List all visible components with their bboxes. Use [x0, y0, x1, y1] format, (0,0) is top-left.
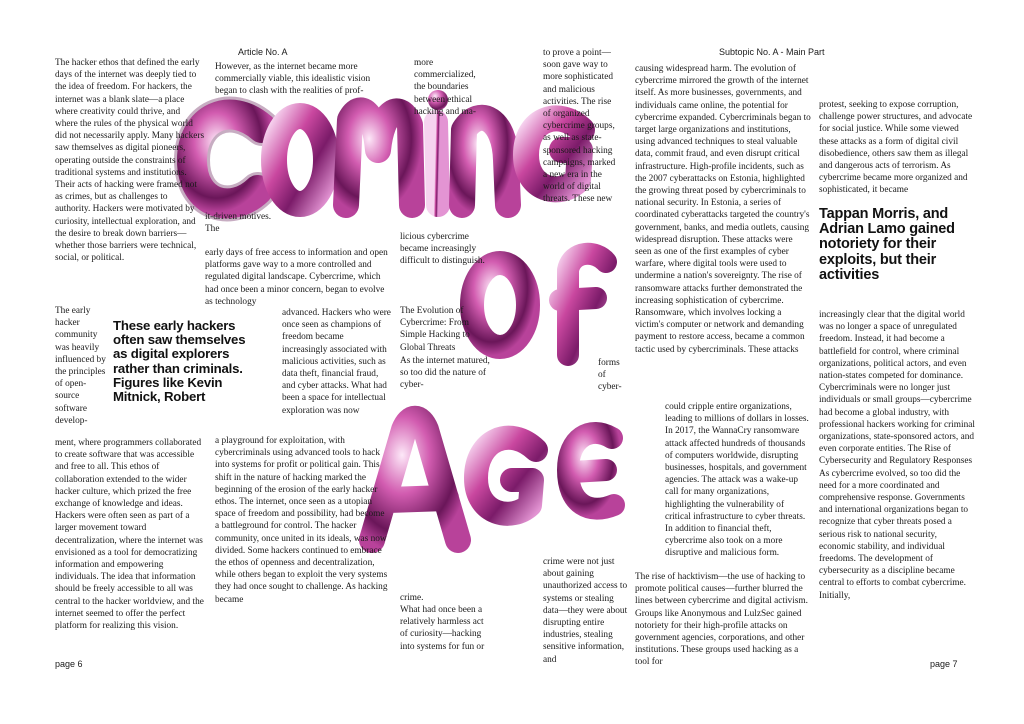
body-col1-bottom: ment, where programmers collaborated to create software that was accessible and free to all. This ethos of collaboration extended to the wider hacker culture, which prized the free exchange of knowledge and ideas. Hackers were often seen as part of a larger movement toward decentralization, where the internet was envisioned as a tool for democratizing information and empowering individuals. The idea that information should be freely accessible to all was central to the hacker worldview, and the internet seemed to offer the perfect platform for realizing this vision.	[55, 438, 204, 632]
body-col6-top: protest, seeking to expose corruption, challenge power structures, and advocate for social justice. While some viewed these attacks as a form of digital civil disobedience, others saw them as illegal and dangerous acts of terrorism. As cybercrime became more organized and sophisticated, it became	[819, 100, 973, 196]
body-col2-mid: early days of free access to information and open platforms gave way to a more controlled and regulated digital landscape. Cybercrime, which had once been a minor concern, began to evolve as technology	[205, 248, 388, 307]
article-label: Article No. A	[238, 47, 288, 57]
body-col5-bottom: The rise of hacktivism—the use of hacking to promote political causes—further blurred the lines between cybercrime and digital activism. Groups like Anonymous and LulzSec gained notoriety for their high-profile attacks on government agencies, corporations, and other institutions. These groups used hacking as a tool for	[635, 572, 808, 668]
body-col2-mid-first: it-driven motives. The	[205, 212, 272, 235]
letter-o-shape	[274, 116, 326, 204]
body-col3-crime: crime.	[400, 593, 424, 603]
page-number-right: page 7	[930, 659, 958, 669]
subtopic-label: Subtopic No. A - Main Part	[719, 47, 825, 57]
body-col2-bottom: a playground for exploitation, with cybercriminals using advanced tools to hack into systems for profit or political gain. This shift in the nature of hacking marked the beginning of the erosion of the early hacker ethos. The internet, once seen as a utopian space of freedom and possibility, had become a battleground for control. The hacker community, once united in its ideals, was now divided. Some hackers continued to embrace the ethos of openness and decentralization, while others began to exploit the very systems they had once sought to challenge. As hacking became	[215, 436, 388, 605]
body-col6-bottom: increasingly clear that the digital world was no longer a space of unregulated freedom. Instead, it had become a battlefield for control, where criminal organizations, political actors, and even nation-states competed for dominance. Cybercriminals were no longer just individuals or small groups—cybercrime had become a global industry, with professional hackers working for criminal organizations, state-sponsored actors, and even corporate entities. The Rise of Cybersecurity and Regulatory Responses As cybercrime evolved, so too did the need for a more coordinated and comprehensive response. Governments and international organizations began to recognize that cyber threats posed a serious risk to national security, economic stability, and individual freedoms. The development of cybersecurity as a discipline became central to efforts to combat cybercrime. Initially,	[819, 310, 975, 601]
letter-i-shape	[436, 122, 438, 205]
pullquote-left: These early hackers often saw themselves as digital explorers rather than criminals. Figures like Kevin Mitnick, Robert	[113, 318, 246, 405]
body-col5-mid: could cripple entire organizations, leading to millions of dollars in losses. In 2017, the WannaCry ransomware attack affected hundreds of thousands of computers worldwide, disrupting businesses, hospitals, and government agencies. The attack was a wake-up call for many organizations, highlighting the vulnerability of critical infrastructure to cyber threats. In addition to financial theft, cybercrime also took on a more disruptive and malicious form.	[665, 402, 809, 559]
letter-f-shape	[560, 254, 606, 355]
body-col1-narrow: The early hacker community was heavily influenced by the principles of open-source software develop-	[55, 306, 106, 426]
body-col3-bottom: What had once been a relatively harmless act of curiosity—hacking into systems for fun or	[400, 605, 485, 652]
letter-e-shape	[568, 433, 614, 509]
body-col2-top: However, as the internet became more commercially viable, this idealistic vision began to clash with the realities of prof-	[215, 62, 371, 97]
body-col4-bottom: crime were not just about gaining unauthorized access to systems or stealing data—they were about disrupting entire industries, stealing sensitive information, and	[543, 557, 628, 665]
body-col5-top: causing widespread harm. The evolution of cybercrime mirrored the growth of the internet itself. As more businesses, governments, and individuals came online, the potential for cybercrime expanded. Cybercriminals began to target large organizations and institutions, using advanced techniques to steal valuable data, commit fraud, and even disrupt critical infrastructure. High-profile incidents, such as the 2007 cyberattacks on Estonia, highlighted the growing threat posed by cybercriminals to national security. In Estonia, a series of coordinated cyberattacks targeted the country's government, banks, and media outlets, causing widespread disruption. These attacks were seen as one of the first examples of cyber warfare, where digital tools were used to undermine a nation's sovereignty. The rise of ransomware attacks further demonstrated the increasing sophistication of cybercrime. Ransomware, which involves locking a victim's computer or network and demanding payment to restore access, became a common tactic used by cybercriminals. These attacks	[635, 64, 811, 355]
letter-g2-shape	[476, 438, 536, 514]
body-col4-top: to prove a point—soon gave way to more sophisticated and malicious activities. The rise of organized cybercrime groups, as well as state-sponsored hacking campaigns, marked a new era in the world of digital threats. These new	[543, 48, 616, 205]
page-number-left: page 6	[55, 659, 83, 669]
pullquote-right: Tappan Morris, and Adrian Lamo gained notoriety for their exploits, but their activities	[819, 206, 955, 283]
subheading-evolution: The Evolution of Cybercrime: From Simple Hacking to Global Threats	[400, 306, 470, 353]
body-col3-top: more commercialized, the boundaries between ethical hacking and ma-	[414, 58, 476, 117]
body-col3-mid: licious cybercrime became increasingly difficult to distinguish.	[400, 232, 485, 267]
body-col3-after: As the internet matured, so too did the nature of cyber-	[400, 356, 490, 391]
body-col2-mid-indent: advanced. Hackers who were once seen as champions of freedom became increasingly associated with malicious activities, such as data theft, financial fraud, and cyber attacks. What had been a space for intellectual exploration was now	[282, 308, 391, 416]
body-col1-top: The hacker ethos that defined the early days of the internet was deeply tied to the idea of freedom. For hackers, the internet was a blank slate—a place where creativity could thrive, and where the rules of the physical world did not necessarily apply. Many hackers saw themselves as digital pioneers, operating outside the constraints of traditional systems and institutions. Their acts of hacking were framed not as crimes, but as challenges to authority. Hackers were motivated by curiosity, intellectual exploration, and the desire to break down barriers—whether those barriers were technical, social, or political.	[55, 58, 205, 264]
body-col3-cyber: forms of cyber-	[598, 358, 622, 393]
letter-m-shape	[346, 110, 412, 205]
letter-n-shape	[462, 118, 508, 205]
